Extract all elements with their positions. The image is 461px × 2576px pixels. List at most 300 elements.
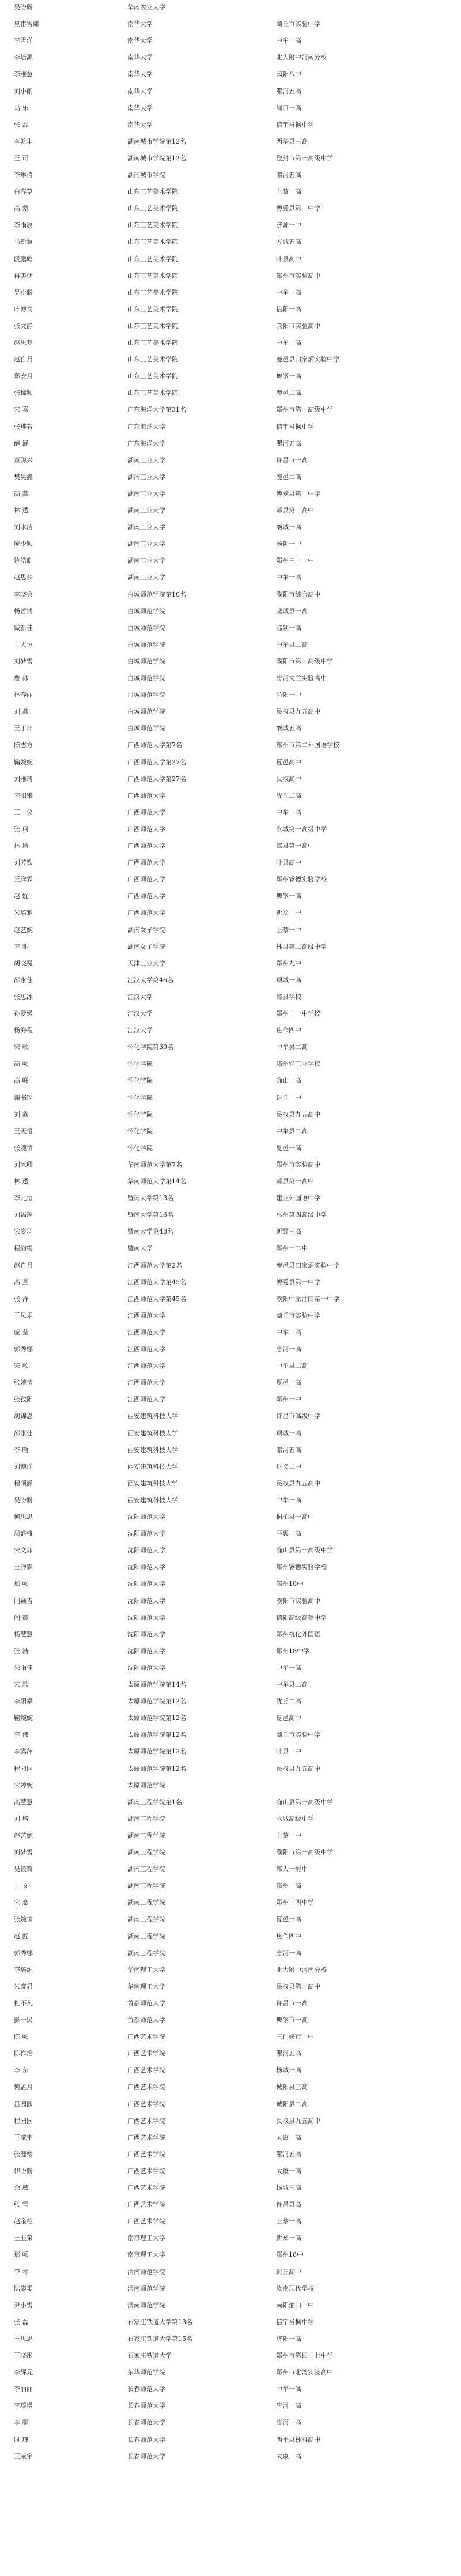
high-school-name: 平舆一高 [276, 1530, 301, 1538]
high-school-name: 濮阳市第一高级中学 [276, 657, 333, 665]
list-row [0, 975, 461, 989]
student-name: 杨慧慧 [14, 1630, 33, 1638]
high-school-name: 确山县第一高级中学 [276, 1798, 333, 1806]
university-name: 长春师范大学 [127, 2435, 165, 2443]
student-name: 王一仪 [14, 808, 33, 816]
university-name: 华南理工大学 [127, 1966, 165, 1974]
list-row [0, 438, 461, 452]
list-row [0, 555, 461, 569]
student-name: 何孟月 [14, 2083, 33, 2091]
high-school-name: 濮阳市综合高中 [276, 590, 320, 598]
list-row [0, 1729, 461, 1743]
university-name: 石家庄铁道大学 [127, 2352, 172, 2359]
list-row [0, 1226, 461, 1240]
student-name: 鞠婉婉 [14, 758, 33, 766]
student-name: 郭秀娜 [14, 1949, 33, 1957]
list-row [0, 387, 461, 401]
high-school-name: 民权县九五高中 [276, 708, 320, 716]
student-name: 王凤乐 [14, 1311, 33, 1319]
student-name: 张 珂 [14, 825, 29, 833]
list-row [0, 1780, 461, 1794]
student-name: 庞 莹 [14, 1328, 29, 1336]
student-name: 杨海程 [14, 1027, 33, 1035]
student-name: 胡锦恩 [14, 1412, 33, 1420]
university-name: 白城师范学院 [127, 657, 165, 665]
high-school-name: 林县第二高级中学 [276, 942, 327, 951]
student-name: 赵金柱 [14, 2217, 33, 2226]
list-row [0, 522, 461, 535]
student-name: 宋 嘉 [14, 406, 29, 414]
university-name: 江汉大学 [127, 993, 153, 1001]
high-school-name: 唐河一高 [276, 1345, 301, 1353]
university-name: 沈阳师范大学 [127, 1630, 165, 1638]
list-row [0, 1444, 461, 1458]
high-school-name: 郏县第一高中 [276, 842, 314, 850]
high-school-name: 巩义二中 [276, 1462, 301, 1470]
list-row [0, 1075, 461, 1089]
high-school-name: 中牟一高 [276, 2385, 301, 2393]
high-school-name: 商丘市实验中学 [276, 20, 320, 28]
list-row [0, 2216, 461, 2230]
university-name: 沈阳师范大学 [127, 1647, 165, 1655]
university-name: 渭南师范学院 [127, 2284, 165, 2292]
list-row [0, 2065, 461, 2079]
high-school-name: 信宇当枫中学 [276, 423, 314, 431]
high-school-name: 中牟一高 [276, 339, 301, 346]
high-school-name: 郑州三十一中 [276, 557, 314, 565]
list-row [0, 2015, 461, 2028]
high-school-name: 上蔡一中 [276, 926, 301, 934]
list-row [0, 1008, 461, 1022]
student-name: 胡晓冕 [14, 959, 33, 967]
list-row [0, 270, 461, 284]
list-row [0, 1646, 461, 1659]
high-school-name: 鹿邑二高 [276, 389, 301, 397]
university-name: 江西师范大学 [127, 1328, 165, 1336]
university-name: 南华大学 [127, 37, 153, 45]
university-name: 南京理工大学 [127, 2251, 165, 2259]
university-name: 湖南城市学院 [127, 171, 165, 179]
high-school-name: 郑州18中 [276, 2251, 303, 2259]
high-school-name: 舞钢一高 [276, 892, 301, 900]
student-name: 宋姿羽 [14, 1228, 33, 1236]
high-school-name: 诚阳县二高 [276, 2100, 308, 2108]
university-name: 怀化学院 [127, 1093, 153, 1102]
university-name: 江西师范大学 [127, 1362, 165, 1370]
high-school-name: 中牟县二高 [276, 1127, 308, 1135]
high-school-name: 中牟县二高 [276, 1043, 308, 1051]
high-school-name: 汝南现代学校 [276, 2284, 314, 2292]
high-school-name: 三门峡市一中 [276, 2033, 314, 2041]
student-name: 王丁坤 [14, 725, 33, 733]
student-name: 张 磊 [14, 2318, 29, 2326]
university-name: 暨南大学第48名 [127, 1228, 173, 1236]
list-row [0, 1880, 461, 1894]
high-school-name: 舞钢一高 [276, 372, 301, 380]
list-row [0, 1495, 461, 1508]
student-name: 陆姿雯 [14, 2284, 33, 2292]
student-name: 赵 妮 [14, 892, 29, 900]
student-name: 李阳攀 [14, 791, 33, 799]
list-row [0, 2283, 461, 2297]
list-row [0, 1310, 461, 1324]
list-row [0, 1327, 461, 1341]
list-row [0, 2132, 461, 2146]
university-name: 湖南工程学院 [127, 1865, 165, 1873]
student-name: 李培源 [14, 1966, 33, 1974]
student-name: 赵思梦 [14, 339, 33, 346]
university-name: 太原师范学院第12名 [127, 1698, 186, 1706]
student-name: 吴筱筱 [14, 1865, 33, 1873]
student-name: 邵永佳 [14, 976, 33, 984]
university-name: 广西师范大学第27名 [127, 758, 186, 766]
student-name: 李露萍 [14, 1748, 33, 1756]
university-name: 白城师范学院 [127, 708, 165, 716]
student-name: 朱雨佳 [14, 1664, 33, 1672]
list-row [0, 1864, 461, 1877]
student-name: 王威宇 [14, 2133, 33, 2141]
high-school-name: 濮阳市实验高中 [276, 1597, 320, 1605]
university-name: 西安建筑科技大学 [127, 1429, 178, 1437]
high-school-name: 商丘市实验中学 [276, 1731, 320, 1739]
student-name: 朱培雅 [14, 909, 33, 917]
university-name: 山东工艺美术学院 [127, 389, 178, 397]
high-school-name: 漯河五高 [276, 2150, 301, 2158]
university-name: 太原师范学院第12名 [127, 1714, 186, 1722]
student-name: 李璞增 [14, 2402, 33, 2410]
student-name: 王天恒 [14, 1127, 33, 1135]
list-row [0, 1461, 461, 1475]
student-name: 林春丽 [14, 691, 33, 699]
university-name: 湖南工程学院 [127, 1932, 165, 1940]
high-school-name: 襄城五高 [276, 725, 301, 733]
high-school-name: 太康一高 [276, 2452, 301, 2460]
university-name: 首都师范大学 [127, 2016, 165, 2024]
high-school-name: 杨城一高 [276, 2066, 301, 2075]
list-row [0, 824, 461, 838]
university-name: 沈阳师范大学 [127, 1597, 165, 1605]
student-name: 陈志方 [14, 741, 33, 749]
student-name: 宋文菲 [14, 1547, 33, 1555]
student-name: 高 畅 [14, 1060, 29, 1068]
list-row [0, 2317, 461, 2330]
list-row [0, 1025, 461, 1039]
university-name: 南华大学 [127, 54, 153, 62]
list-row [0, 991, 461, 1005]
university-name: 湖南女子学院 [127, 942, 165, 951]
student-name: 赵艺婉 [14, 1831, 33, 1839]
list-row [0, 2182, 461, 2196]
list-row [0, 2232, 461, 2246]
list-row [0, 169, 461, 183]
student-name: 马 乐 [14, 104, 29, 112]
list-row [0, 1092, 461, 1106]
university-name: 广西艺术学院 [127, 2083, 165, 2091]
high-school-name: 郑州轻工业学校 [276, 1060, 320, 1068]
list-row [0, 1126, 461, 1140]
high-school-name: 方城五高 [276, 238, 301, 246]
high-school-name: 郑州睿德实验学校 [276, 876, 327, 884]
high-school-name: 民权县九五高中 [276, 1110, 320, 1118]
high-school-name: 夏邑一高 [276, 1915, 301, 1923]
student-name: 刘水洁 [14, 523, 33, 531]
university-name: 山东工艺美术学院 [127, 339, 178, 346]
university-name: 湖南工业大学 [127, 507, 165, 514]
student-name: 程韵缇 [14, 1244, 33, 1253]
list-row [0, 2081, 461, 2095]
list-row [0, 1344, 461, 1357]
list-row [0, 589, 461, 603]
student-name: 张 磊 [14, 120, 29, 129]
student-name: 高 峰 [14, 1077, 29, 1085]
student-name: 陈作治 [14, 2050, 33, 2058]
high-school-name: 周口一高 [276, 104, 301, 112]
student-name: 赵艺婉 [14, 926, 33, 934]
list-row [0, 220, 461, 233]
high-school-name: 漯河五高 [276, 2050, 301, 2058]
university-name: 暨南大学 [127, 1244, 153, 1253]
high-school-name: 中牟县二高 [276, 1362, 308, 1370]
student-name: 林 透 [14, 507, 29, 514]
high-school-name: 郑州18中学 [276, 1647, 309, 1655]
list-row [0, 2451, 461, 2465]
list-row [0, 1746, 461, 1760]
high-school-name: 永城第一高级中学 [276, 825, 327, 833]
student-name: 宋 歌 [14, 1362, 29, 1370]
high-school-name: 济阳一高 [276, 2334, 301, 2343]
student-name: 李阳攀 [14, 1698, 33, 1706]
list-row [0, 857, 461, 871]
university-name: 白城师范学院 [127, 674, 165, 682]
university-name: 南华大学 [127, 70, 153, 78]
high-school-name: 北大附中河南分校 [276, 54, 327, 62]
student-name: 王 文 [14, 1882, 29, 1890]
student-name: 程园园 [14, 1764, 33, 1772]
list-row [0, 1528, 461, 1542]
university-name: 广西师范大学 [127, 842, 165, 850]
student-name: 李琳倩 [14, 171, 33, 179]
high-school-name: 中牟一高 [276, 808, 301, 816]
student-name: 朱赛君 [14, 1982, 33, 1990]
list-row [0, 505, 461, 519]
student-name: 樊昊鑫 [14, 473, 33, 481]
university-name: 首都师范大学 [127, 1999, 165, 2007]
university-name: 南华大学 [127, 104, 153, 112]
high-school-name: 南阳油田一中 [276, 2301, 314, 2309]
student-name: 刘冰卿 [14, 1160, 33, 1168]
high-school-name: 郑州市第二外国语学校 [276, 741, 339, 749]
university-name: 天津工业大学 [127, 959, 165, 967]
list-row [0, 656, 461, 670]
student-name: 赵 匠 [14, 1932, 29, 1940]
list-row [0, 1159, 461, 1173]
list-row [0, 538, 461, 552]
university-name: 湖南工程学院 [127, 1831, 165, 1839]
university-name: 沈阳师范大学 [127, 1563, 165, 1571]
list-row [0, 404, 461, 418]
student-name: 白春草 [14, 188, 33, 196]
high-school-name: 郑州市第四十七中学 [276, 2352, 333, 2359]
high-school-name: 许昌市一高 [276, 456, 308, 464]
high-school-name: 舞钢市一高 [276, 2016, 308, 2024]
high-school-name: 郑州一中 [276, 1396, 301, 1404]
university-name: 白城师范学院 [127, 607, 165, 615]
university-name: 湖南工业大学 [127, 540, 165, 548]
high-school-name: 沈丘二高 [276, 1698, 301, 1706]
high-school-name: 登封市第一高级中学 [276, 154, 333, 162]
university-name: 太原师范学院第14名 [127, 1681, 186, 1688]
student-name: 李 顺 [14, 2419, 29, 2427]
university-name: 江西师范大学 [127, 1396, 165, 1404]
university-name: 山东工艺美术学院 [127, 322, 178, 330]
list-row [0, 1193, 461, 1206]
list-row [0, 2115, 461, 2129]
university-name: 湖南工程学院 [127, 1899, 165, 1907]
list-row [0, 1662, 461, 1676]
list-row [0, 2099, 461, 2113]
student-name: 程硕涵 [14, 1479, 33, 1487]
student-name: 杨哲博 [14, 607, 33, 615]
student-name: 尹小雪 [14, 2301, 33, 2309]
high-school-name: 鹿邑二高 [276, 473, 301, 481]
high-school-name: 民权高中 [276, 775, 301, 783]
list-row [0, 2031, 461, 2045]
high-school-name: 漯河五高 [276, 439, 301, 447]
list-row [0, 1042, 461, 1055]
list-row [0, 2266, 461, 2280]
list-row [0, 153, 461, 167]
student-name: 王天恒 [14, 640, 33, 648]
university-name: 西安建筑科技大学 [127, 1446, 178, 1454]
student-name: 谢书瑶 [14, 1093, 33, 1102]
student-name: 刘梦雪 [14, 657, 33, 665]
university-name: 广西师范大学第27名 [127, 775, 186, 783]
high-school-name: 中牟一高 [276, 574, 301, 582]
list-row [0, 1478, 461, 1492]
university-name: 广东海洋大学第31名 [127, 406, 186, 414]
high-school-name: 许昌市高级中学 [276, 1412, 320, 1420]
student-name: 董聪兴 [14, 456, 33, 464]
university-name: 湖南工程学院 [127, 1849, 165, 1856]
high-school-name: 封丘一中 [276, 1093, 301, 1102]
high-school-name: 太康一高 [276, 2167, 301, 2175]
university-name: 南华大学 [127, 20, 153, 28]
high-school-name: 焦作四中 [276, 1932, 301, 1940]
university-name: 广西师范大学 [127, 791, 165, 799]
university-name: 湖南工程学院第1名 [127, 1798, 182, 1806]
high-school-name: 唐河文兰实验高中 [276, 674, 327, 682]
student-name: 何思思 [14, 1513, 33, 1521]
student-name: 孙爱媛 [14, 1010, 33, 1017]
list-row [0, 1578, 461, 1592]
student-name: 李 琴 [14, 2268, 29, 2276]
student-name: 李丽丽 [14, 2385, 33, 2393]
high-school-name: 荥阳市实验高中 [276, 322, 320, 330]
high-school-name: 项城一高 [276, 1429, 301, 1437]
list-row [0, 1176, 461, 1190]
university-name: 山东工艺美术学院 [127, 188, 178, 196]
list-row [0, 1360, 461, 1374]
list-row [0, 2199, 461, 2213]
list-row [0, 1377, 461, 1391]
university-name: 南华大学 [127, 120, 153, 129]
high-school-name: 北大附中河南分校 [276, 1966, 327, 1974]
list-row [0, 2048, 461, 2062]
list-row [0, 203, 461, 217]
list-row [0, 103, 461, 116]
university-name: 沈阳师范大学 [127, 1613, 165, 1621]
university-name: 江西师范大学第45名 [127, 1295, 186, 1303]
student-name: 王韭菜 [14, 2234, 33, 2242]
high-school-name: 建业外国语中学 [276, 1194, 320, 1202]
high-school-name: 襄城一高 [276, 523, 301, 531]
university-name: 石家庄铁道大学第13名 [127, 2318, 192, 2326]
university-name: 渭南师范学院 [127, 2301, 165, 2309]
university-name: 广西艺术学院 [127, 2167, 165, 2175]
high-school-name: 夏邑高中 [276, 1714, 301, 1722]
high-school-name: 诚阳县三高 [276, 2083, 308, 2091]
high-school-name: 确山县第一高级中学 [276, 1547, 333, 1555]
list-row [0, 1293, 461, 1307]
student-name: 李 雅 [14, 942, 29, 951]
university-name: 广西师范大学 [127, 808, 165, 816]
university-name: 长春师范大学 [127, 2419, 165, 2427]
student-name: 冉美伊 [14, 271, 33, 280]
list-row [0, 706, 461, 720]
university-name: 广西师范大学 [127, 876, 165, 884]
list-row [0, 2400, 461, 2414]
list-row [0, 136, 461, 150]
high-school-name: 太康一高 [276, 2133, 301, 2141]
student-name: 郭秀娜 [14, 1345, 33, 1353]
list-row [0, 320, 461, 334]
list-row [0, 925, 461, 938]
list-row [0, 891, 461, 904]
university-name: 山东工艺美术学院 [127, 305, 178, 313]
high-school-name: 郑大一附中 [276, 1865, 308, 1873]
student-name: 刘芳钦 [14, 859, 33, 867]
student-name: 刘博洋 [14, 1462, 33, 1470]
list-row [0, 1410, 461, 1424]
student-name: 李雨辰 [14, 221, 33, 229]
student-name: 刘雅琦 [14, 775, 33, 783]
university-name: 怀化学院 [127, 1144, 153, 1152]
high-school-name: 郑州杭化外国语 [276, 1630, 320, 1638]
high-school-name: 叶县高中 [276, 255, 301, 263]
list-row [0, 941, 461, 955]
high-school-name: 郑州市第一高级中学 [276, 406, 333, 414]
high-school-name: 中牟一高 [276, 1328, 301, 1336]
list-row [0, 1629, 461, 1643]
high-school-name: 夏邑一高 [276, 1379, 301, 1387]
student-name: 段鹏鸣 [14, 255, 33, 263]
university-name: 长春师范大学 [127, 2452, 165, 2460]
list-row [0, 1596, 461, 1609]
list-row [0, 1813, 461, 1827]
university-name: 长春师范大学 [127, 2402, 165, 2410]
high-school-name: 郑州市实验高中 [276, 1160, 320, 1168]
list-row [0, 1562, 461, 1575]
list-row [0, 69, 461, 82]
university-name: 山东工艺美术学院 [127, 356, 178, 364]
student-name: 张稀颖 [14, 389, 33, 397]
university-name: 广西艺术学院 [127, 2066, 165, 2075]
university-name: 怀化学院 [127, 1127, 153, 1135]
high-school-name: 沈丘二高 [276, 791, 301, 799]
list-row [0, 119, 461, 133]
list-row [0, 1058, 461, 1072]
student-name: 李培源 [14, 54, 33, 62]
